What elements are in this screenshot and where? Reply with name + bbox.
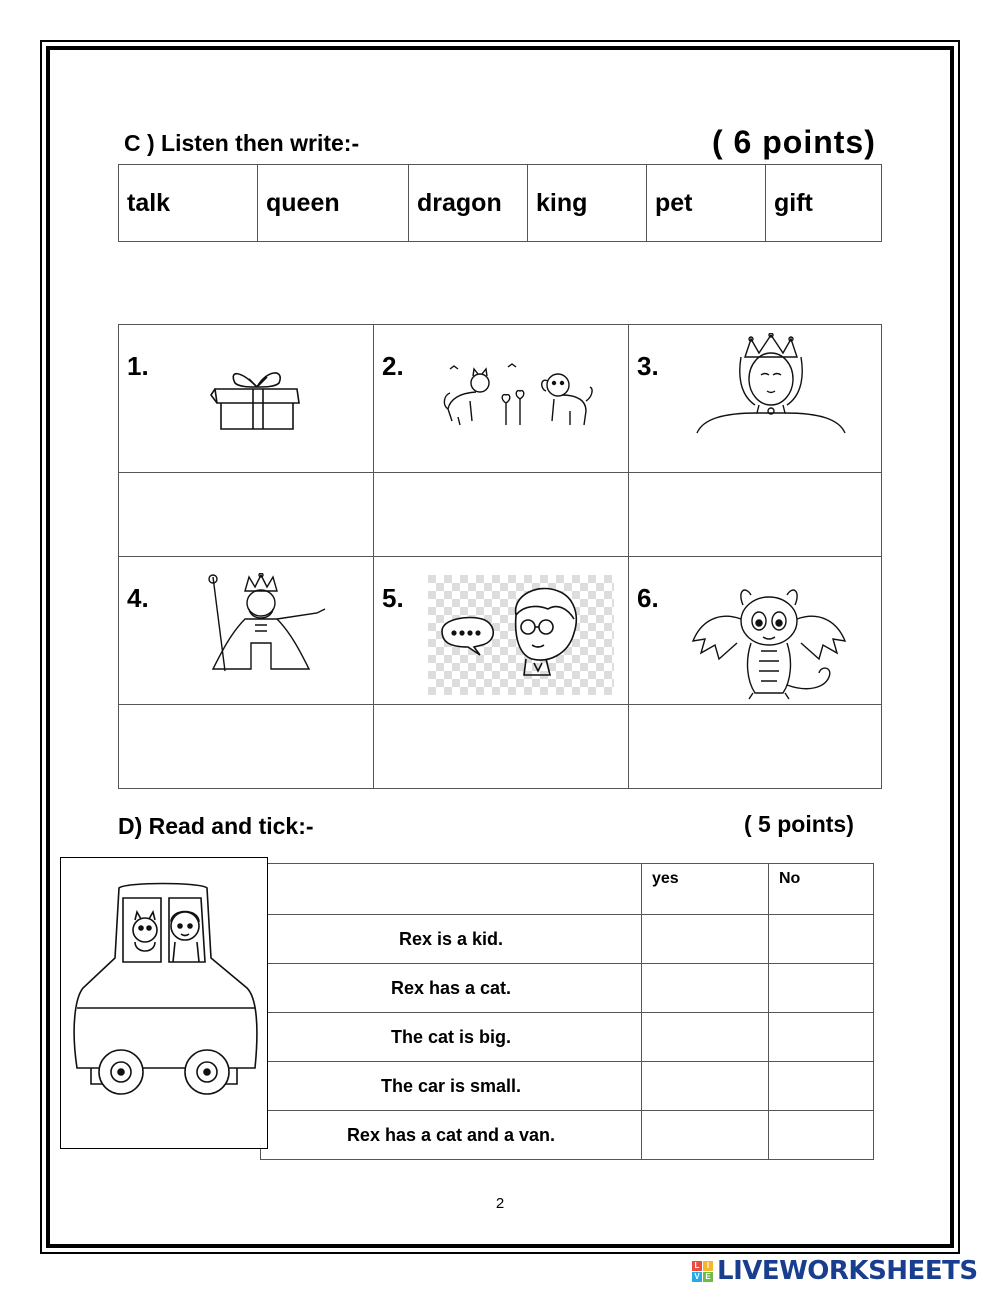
answer-cell[interactable] xyxy=(629,473,882,557)
word-bank-word: talk xyxy=(119,165,258,242)
car-picture xyxy=(60,857,268,1149)
queen-icon xyxy=(693,333,849,437)
word-bank-word: king xyxy=(528,165,647,242)
logo-mark-icon: L I V E xyxy=(692,1261,713,1282)
word-bank-word: pet xyxy=(647,165,766,242)
section-d-title: D) Read and tick:- xyxy=(118,813,314,839)
word-bank xyxy=(118,164,882,242)
item-number: 1. xyxy=(127,351,149,381)
picture-cell xyxy=(119,325,374,473)
sentence: The cat is big. xyxy=(261,1013,642,1062)
yes-column-header: yes xyxy=(642,864,769,915)
section-c-title: C ) Listen then write:- xyxy=(124,130,360,156)
sentence: Rex has a cat. xyxy=(261,964,642,1013)
word-bank-word: gift xyxy=(766,165,882,242)
word-bank-word: queen xyxy=(258,165,409,242)
dragon-icon xyxy=(689,581,849,701)
tick-table xyxy=(260,863,874,1160)
tick-header-blank xyxy=(261,864,642,915)
yes-tick-box[interactable] xyxy=(642,915,769,964)
picture-cell xyxy=(629,557,882,705)
item-number: 3. xyxy=(637,351,659,381)
talking-boy-icon xyxy=(428,575,614,695)
car-icon xyxy=(61,858,267,1148)
yes-tick-box[interactable] xyxy=(642,1013,769,1062)
no-tick-box[interactable] xyxy=(769,1111,874,1160)
no-tick-box[interactable] xyxy=(769,964,874,1013)
sentence: Rex has a cat and a van. xyxy=(261,1111,642,1160)
picture-cell xyxy=(374,325,629,473)
no-tick-box[interactable] xyxy=(769,1062,874,1111)
sentence: Rex is a kid. xyxy=(261,915,642,964)
answer-cell[interactable] xyxy=(119,473,374,557)
gift-box-icon xyxy=(209,365,305,431)
answer-cell[interactable] xyxy=(374,705,629,789)
logo-text: LIVEWORKSHEETS xyxy=(717,1256,978,1286)
pets-icon xyxy=(440,359,594,431)
yes-tick-box[interactable] xyxy=(642,1062,769,1111)
no-tick-box[interactable] xyxy=(769,1013,874,1062)
item-number: 4. xyxy=(127,583,149,613)
picture-cell xyxy=(629,325,882,473)
sentence: The car is small. xyxy=(261,1062,642,1111)
no-column-header: No xyxy=(769,864,874,915)
picture-cell xyxy=(119,557,374,705)
section-c-points: ( 6 points) xyxy=(712,124,876,160)
liveworksheets-logo xyxy=(692,1256,978,1286)
yes-tick-box[interactable] xyxy=(642,964,769,1013)
no-tick-box[interactable] xyxy=(769,915,874,964)
section-d-points: ( 5 points) xyxy=(744,811,854,837)
answer-cell[interactable] xyxy=(374,473,629,557)
word-bank-word: dragon xyxy=(409,165,528,242)
answer-cell[interactable] xyxy=(629,705,882,789)
king-icon xyxy=(191,573,337,675)
item-number: 2. xyxy=(382,351,404,381)
item-number: 6. xyxy=(637,583,659,613)
item-number: 5. xyxy=(382,583,404,613)
yes-tick-box[interactable] xyxy=(642,1111,769,1160)
page-number: 2 xyxy=(495,1195,505,1212)
picture-cell xyxy=(374,557,629,705)
answer-cell[interactable] xyxy=(119,705,374,789)
picture-grid xyxy=(118,324,882,789)
